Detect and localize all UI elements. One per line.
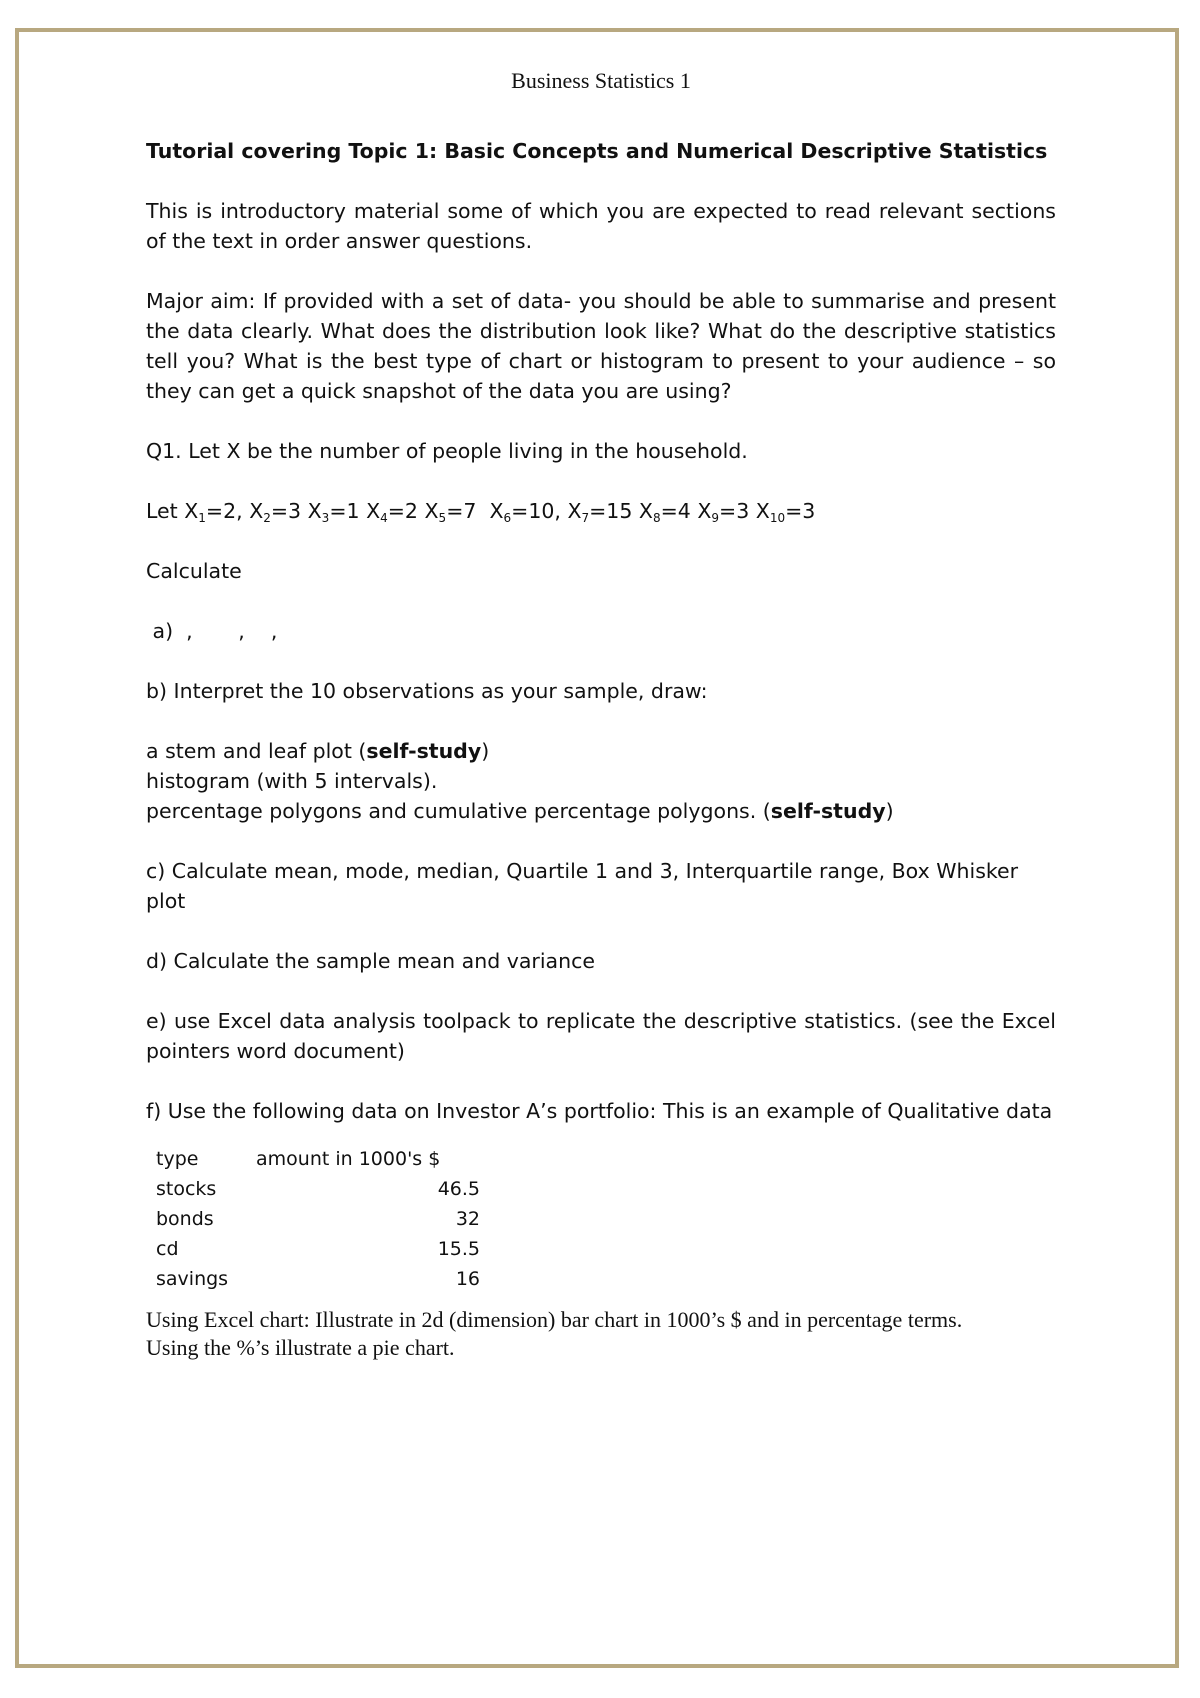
amount-cell: 15.5 [437, 1238, 480, 1260]
type-cell: savings [156, 1268, 229, 1290]
major-aim-paragraph: Major aim: If provided with a set of data- you should be able to summarise and present the data clearly. What does the distribution look like? What do the descriptive statistics tell you? What is the best type of chart or histogram to present to your audience – so they can get a quick snapshot of the data you are using? [146, 289, 1056, 403]
calculate-label: Calculate [146, 559, 242, 583]
type-cell: stocks [156, 1178, 217, 1200]
stem-leaf-item: a stem and leaf plot (self-study) [146, 739, 490, 763]
table-row [156, 1174, 480, 1204]
observation: $X_6=10$, [489, 499, 568, 525]
observation-list [184, 499, 815, 523]
document-body [146, 62, 1056, 1362]
part-d: d) Calculate the sample mean and variance [146, 949, 595, 973]
observation: $X_2=3$ [249, 499, 308, 525]
observation: $X_3=1$ [307, 499, 367, 525]
closing-line-1: Using Excel chart: Illustrate in 2d (dimension) bar chart in 1000’s $ and in percentage terms. [146, 1307, 963, 1332]
part-e: e) use Excel data analysis toolpack to replicate the descriptive statistics. (see the Excel pointers word document) [146, 1009, 1056, 1063]
amount-cell: 46.5 [437, 1178, 480, 1200]
column-header-amount: amount in 1000's $ [256, 1148, 441, 1170]
type-cell: cd [156, 1238, 179, 1260]
closing-line-2: Using the %’s illustrate a pie chart. [146, 1335, 455, 1360]
question-1: Q1. Let X be the number of people living in the household. [146, 439, 748, 463]
observation: $X_9=3$ [697, 499, 756, 525]
amount-cell: 32 [455, 1208, 480, 1230]
intro-paragraph: This is introductory material some of which you are expected to read relevant sections of the text in order answer questions. [146, 199, 1056, 253]
histogram-item: histogram (with 5 intervals). [146, 769, 438, 793]
part-c: c) Calculate mean, mode, median, Quartile 1 and 3, Interquartile range, Box Whisker plot [146, 859, 1019, 913]
table-row [156, 1204, 480, 1234]
table-row [156, 1264, 480, 1294]
column-header-type: type [156, 1148, 199, 1170]
type-cell: bonds [156, 1208, 214, 1230]
observation: $X_5=7$ [424, 499, 490, 525]
table-row [156, 1234, 480, 1264]
part-a: a) , , , [146, 619, 278, 643]
portfolio-table [156, 1144, 480, 1294]
polygons-item: percentage polygons and cumulative percentage polygons. (self-study) [146, 799, 894, 823]
table-header-row [156, 1144, 480, 1174]
observation: $X_4=2$ [366, 499, 425, 525]
observation: $X_8=4$ [638, 499, 698, 525]
observation: $X_1=2$, [184, 499, 250, 525]
observations-line: Let $X_1=2$, $X_2=3$ $X_3=1$ $X_4=2$ $X_5=7$ $X_6=10$, $X_7=15$ $X_8=4$ $X_9=3$ $X_{10}=3$ [146, 499, 816, 525]
part-f: f) Use the following data on Investor A’s portfolio: This is an example of Qualitative data [146, 1099, 1053, 1123]
observation: $X_{10}=3$ [755, 499, 816, 525]
part-b: b) Interpret the 10 observations as your sample, draw: [146, 679, 708, 703]
page-header: Business Statistics 1 [511, 68, 691, 93]
observation: $X_7=15$ [567, 499, 639, 525]
tutorial-title: Tutorial covering Topic 1: Basic Concepts and Numerical Descriptive Statistics [146, 139, 1048, 163]
amount-cell: 16 [455, 1268, 480, 1290]
